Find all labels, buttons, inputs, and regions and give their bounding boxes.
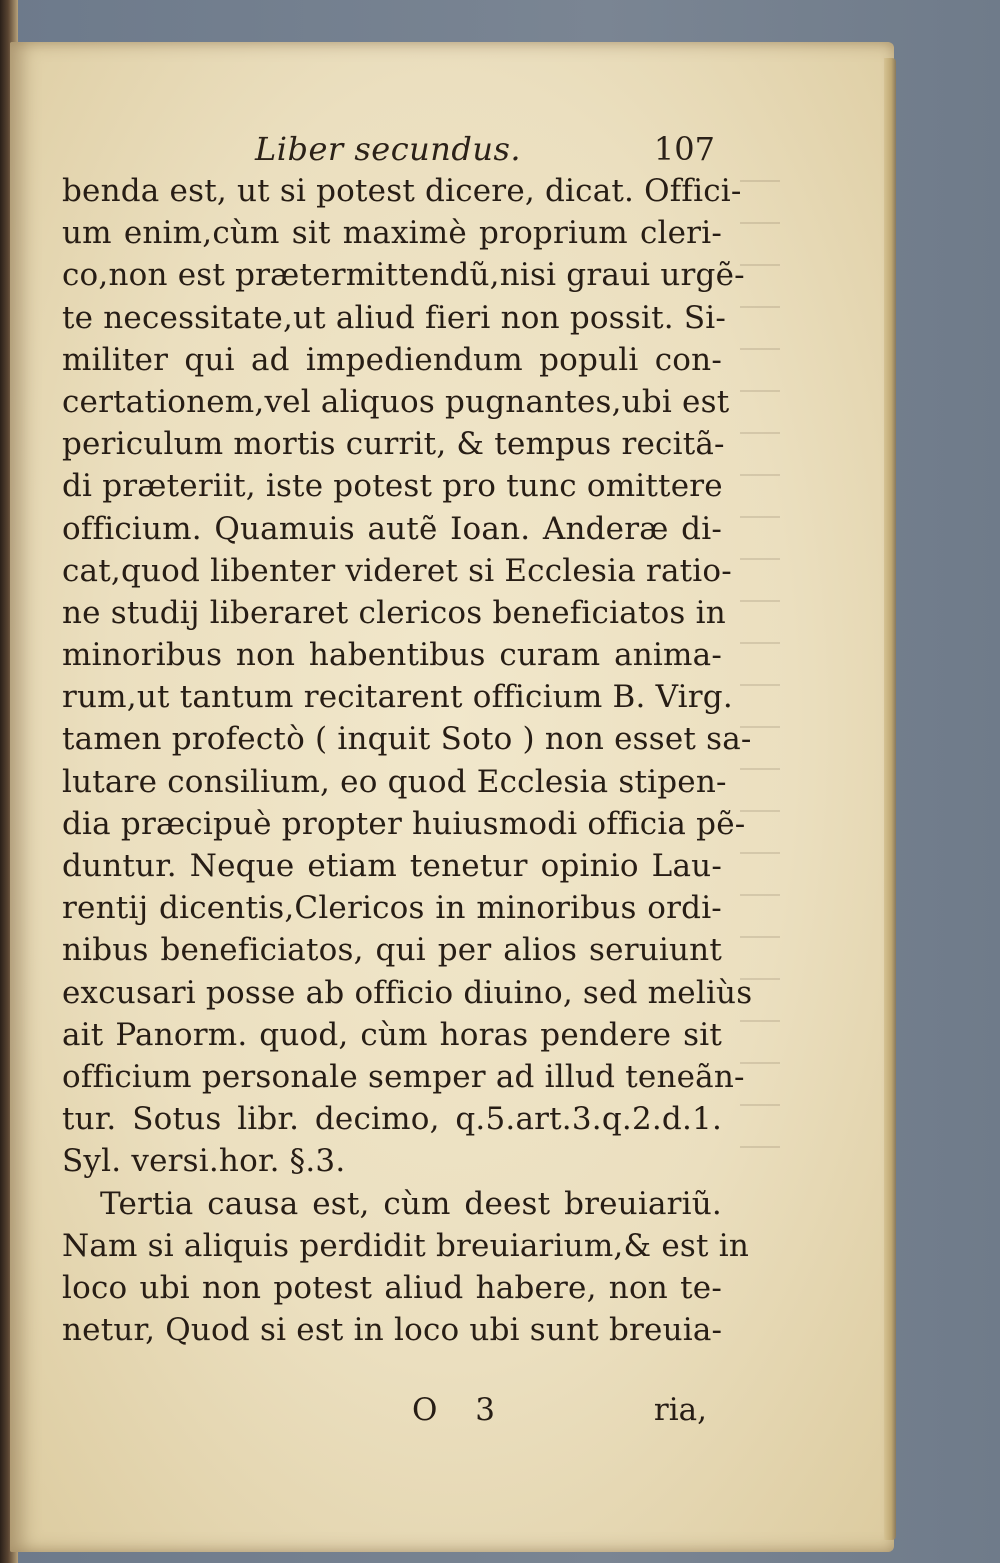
- text-line: tamen profectò ( inquit Soto ) non esset sa-: [62, 721, 752, 758]
- text-line: dia præcipuè propter huiusmodi officia pẽ-: [62, 805, 746, 842]
- text-line: netur, Quod si est in loco ubi sunt breuia-: [62, 1312, 723, 1349]
- running-head: Liber secundus.: [255, 130, 522, 168]
- text-line: periculum mortis currit, & tempus recitã-: [62, 426, 725, 463]
- page-fore-edge: [884, 58, 896, 1540]
- text-line: di præteriit, iste potest pro tunc omittere: [62, 468, 723, 505]
- text-line: officium. Quamuis autẽ Ioan. Anderæ di-: [62, 510, 722, 547]
- text-line: loco ubi non potest aliud habere, non te-: [62, 1269, 722, 1306]
- text-line: officium personale semper ad illud teneãn-: [62, 1058, 745, 1095]
- text-line: um enim,cùm sit maximè proprium cleri-: [62, 215, 722, 252]
- text-line: te necessitate,ut aliud fieri non possit. Si-: [62, 299, 727, 336]
- text-line: minoribus non habentibus curam anima-: [62, 637, 722, 674]
- text-line: rentij dicentis,Clericos in minoribus ordi-: [62, 890, 722, 927]
- page-footer: [62, 1392, 707, 1436]
- text-line: Nam si aliquis perdidit breuiarium,& est in: [62, 1227, 749, 1264]
- text-line: co,non est prætermittendũ,nisi graui urgẽ-: [62, 257, 745, 294]
- text-line: ait Panorm. quod, cùm horas pendere sit: [62, 1016, 722, 1053]
- body-text: [62, 170, 753, 1351]
- text-line: rum,ut tantum recitarent officium B. Virg.: [62, 679, 733, 716]
- text-line: benda est, ut si potest dicere, dicat. Offici-: [62, 173, 742, 209]
- text-line: duntur. Neque etiam tenetur opinio Lau-: [62, 848, 722, 884]
- signature-mark: O 3: [412, 1392, 509, 1428]
- text-line: Tertia causa est, cùm deest breuiariũ.: [100, 1185, 722, 1222]
- text-line: ne studij liberaret clericos beneficiatos in: [62, 594, 726, 631]
- text-line: Syl. versi.hor. §.3.: [62, 1143, 346, 1180]
- text-line: tur. Sotus libr. decimo, q.5.art.3.q.2.d.1.: [62, 1101, 722, 1138]
- page-number: 107: [653, 130, 715, 168]
- catchword: ria,: [653, 1392, 707, 1428]
- text-line: certationem,vel aliquos pugnantes,ubi est: [62, 383, 730, 420]
- text-line: excusari posse ab officio diuino, sed meliùs: [62, 974, 753, 1011]
- text-line: cat,quod libenter videret si Ecclesia ratio-: [62, 552, 732, 589]
- text-line: militer qui ad impediendum populi con-: [62, 341, 722, 378]
- text-line: nibus beneficiatos, qui per alios seruiunt: [62, 932, 722, 969]
- text-line: lutare consilium, eo quod Ecclesia stipen-: [62, 763, 727, 800]
